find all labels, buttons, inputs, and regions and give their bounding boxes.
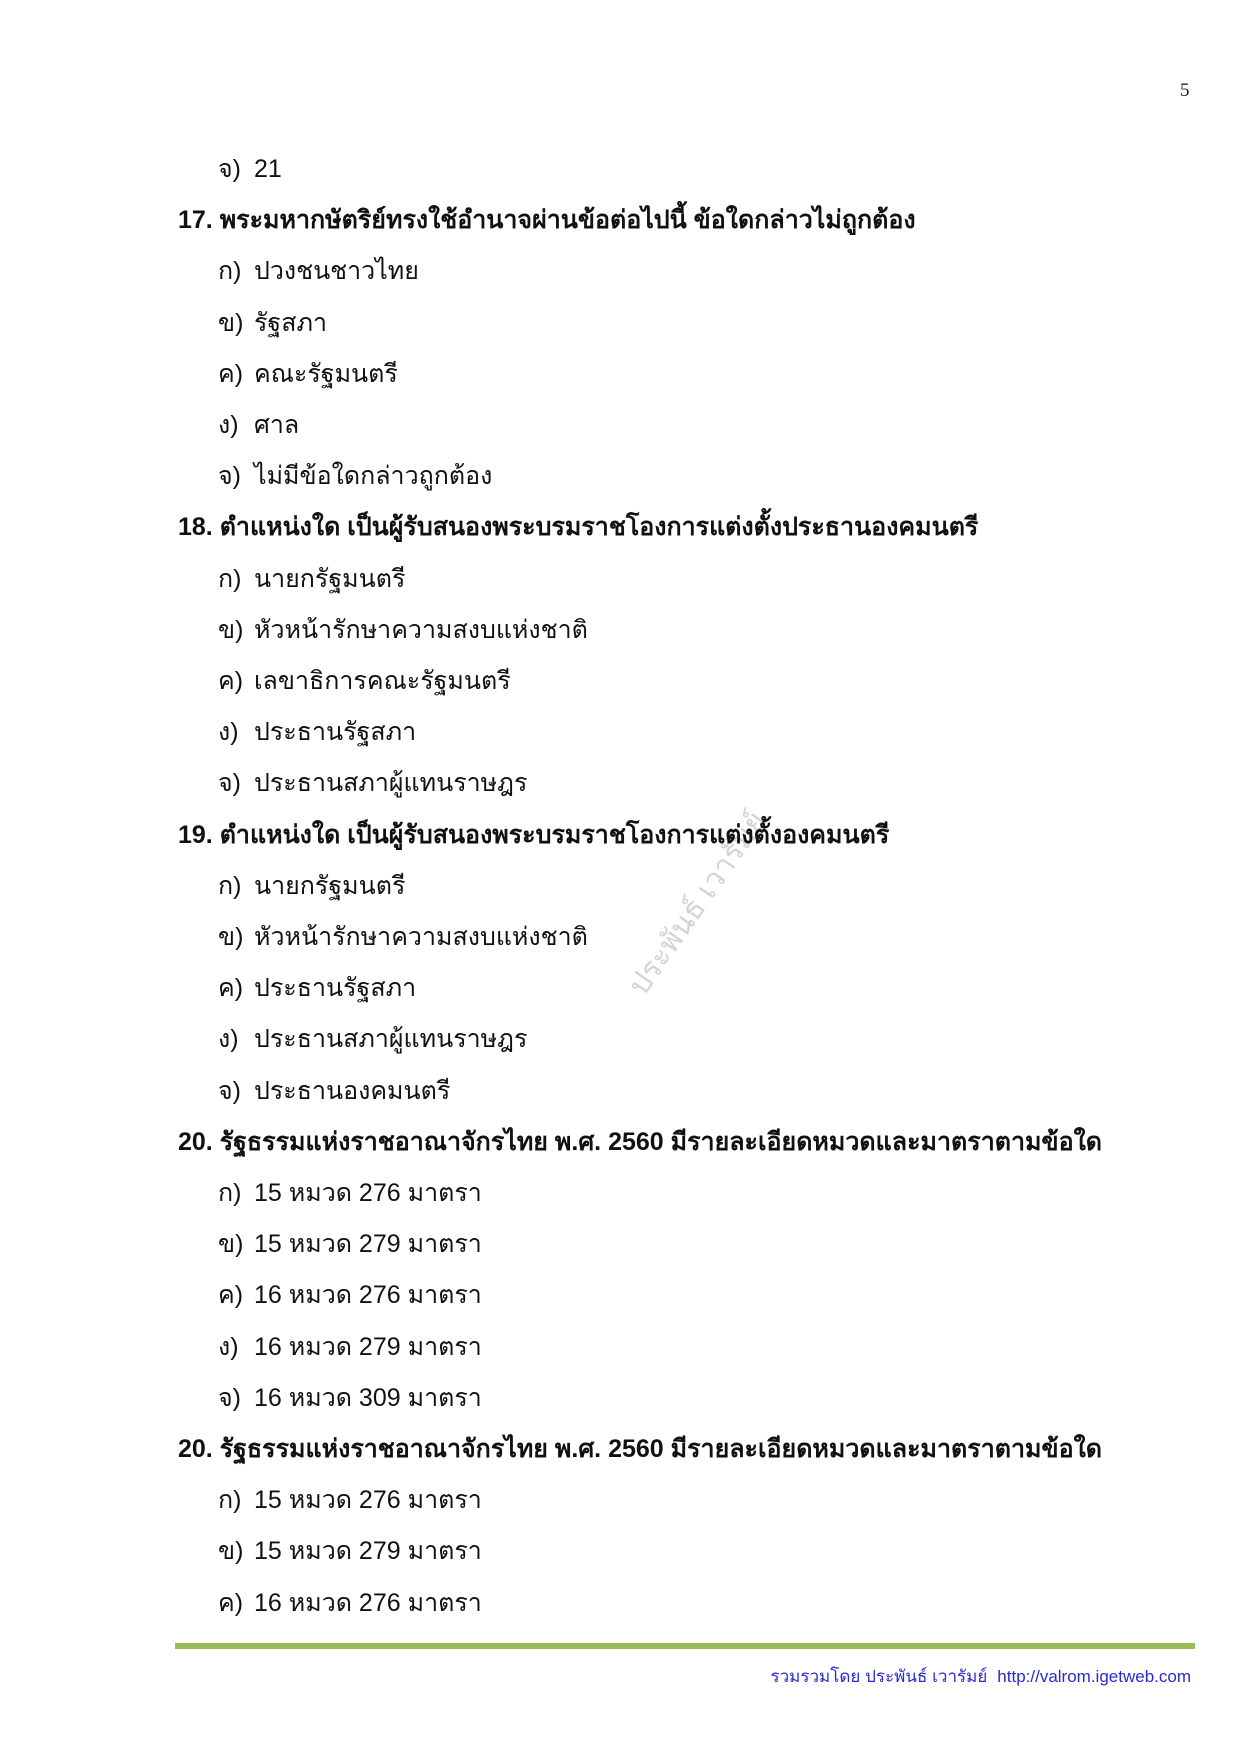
option-text: 15 หมวด 276 มาตรา xyxy=(254,1179,482,1207)
option-text: หัวหน้ารักษาความสงบแห่งชาติ xyxy=(254,615,588,644)
option-label: ค) xyxy=(218,1588,244,1617)
option-text: ประธานรัฐสภา xyxy=(254,974,417,1003)
question-text: 20. รัฐธรรมแห่งราชอาณาจักรไทย พ.ศ. 2560 มีรายละเอียดหมวดและมาตราตามข้อใด xyxy=(178,1435,1103,1463)
answer-option xyxy=(218,1280,482,1310)
option-text: 15 หมวด 279 มาตรา xyxy=(254,1537,482,1566)
option-text: ประธานรัฐสภา xyxy=(254,718,417,747)
answer-option xyxy=(218,1485,482,1515)
option-label: จ) xyxy=(218,155,241,183)
option-label: ก) xyxy=(218,257,242,286)
answer-option xyxy=(218,308,327,338)
option-label: ข) xyxy=(218,1230,244,1259)
option-label: ข) xyxy=(218,923,244,951)
option-label: ก) xyxy=(218,1486,242,1515)
question-text: 19. ตำแหน่งใด เป็นผู้รับสนองพระบรมราชโองการแต่งตั้งองคมนตรี xyxy=(178,820,890,849)
answer-option xyxy=(218,1076,450,1106)
option-text: หัวหน้ารักษาความสงบแห่งชาติ xyxy=(254,923,588,951)
option-label: ง) xyxy=(218,1025,239,1054)
footer-rule xyxy=(175,1643,1195,1649)
answer-option xyxy=(218,359,398,389)
question-text: 20. รัฐธรรมแห่งราชอาณาจักรไทย พ.ศ. 2560 มีรายละเอียดหมวดและมาตราตามข้อใด xyxy=(178,1127,1103,1156)
option-text: 16 หมวด 276 มาตรา xyxy=(254,1588,482,1617)
footer-url-link[interactable]: http://valrom.igetweb.com xyxy=(997,1667,1191,1686)
option-label: จ) xyxy=(218,1076,241,1105)
option-text: ศาล xyxy=(254,411,300,439)
option-label: ง) xyxy=(218,718,239,747)
option-label: ข) xyxy=(218,308,244,337)
option-label: ข) xyxy=(218,615,244,644)
answer-option xyxy=(218,564,405,594)
option-label: ค) xyxy=(218,974,244,1003)
option-label: ค) xyxy=(218,359,244,388)
answer-option xyxy=(218,1178,482,1208)
answer-option xyxy=(218,666,511,696)
option-text: 21 xyxy=(254,155,282,183)
option-text: 15 หมวด 276 มาตรา xyxy=(254,1486,482,1515)
option-text: ประธานสภาผู้แทนราษฎร xyxy=(254,1025,528,1054)
answer-option xyxy=(218,1383,482,1413)
option-text: นายกรัฐมนตรี xyxy=(254,871,406,900)
option-label: ข) xyxy=(218,1537,244,1566)
answer-option xyxy=(218,615,588,645)
footer-credit: รวมรวมโดย ประพันธ์ เวารัมย์ xyxy=(770,1667,988,1686)
answer-option xyxy=(218,1588,482,1618)
option-label: ก) xyxy=(218,1179,242,1207)
answer-option xyxy=(218,1332,482,1362)
watermark: ประพันธ์ เวารัมย์ xyxy=(622,805,774,1002)
option-text: 15 หมวด 279 มาตรา xyxy=(254,1230,482,1259)
option-text: 16 หมวด 279 มาตรา xyxy=(254,1332,482,1361)
option-text: 16 หมวด 309 มาตรา xyxy=(254,1383,482,1412)
option-text: ไม่มีข้อใดกล่าวถูกต้อง xyxy=(254,462,493,491)
option-label: ง) xyxy=(218,1332,239,1361)
option-text: รัฐสภา xyxy=(254,308,327,337)
option-label: ง) xyxy=(218,411,239,439)
option-text: คณะรัฐมนตรี xyxy=(254,359,398,388)
footer xyxy=(770,1663,1191,1690)
question-text: 17. พระมหากษัตริย์ทรงใช้อำนาจผ่านข้อต่อไปนี้ ข้อใดกล่าวไม่ถูกต้อง xyxy=(178,206,916,235)
option-text: 16 หมวด 276 มาตรา xyxy=(254,1281,482,1310)
answer-option xyxy=(218,717,416,747)
answer-option xyxy=(218,1536,482,1566)
answer-option xyxy=(218,461,492,491)
option-text: นายกรัฐมนตรี xyxy=(254,564,406,593)
answer-option xyxy=(218,922,588,952)
option-label: ก) xyxy=(218,871,242,900)
answer-option xyxy=(218,1229,482,1259)
option-label: จ) xyxy=(218,462,241,491)
option-label: ค) xyxy=(218,667,244,695)
answer-option xyxy=(218,871,405,901)
option-text: เลขาธิการคณะรัฐมนตรี xyxy=(254,667,511,695)
option-label: ค) xyxy=(218,1281,244,1310)
option-text: ปวงชนชาวไทย xyxy=(254,257,419,286)
option-label: ก) xyxy=(218,564,242,593)
option-label: จ) xyxy=(218,769,241,798)
answer-option xyxy=(218,154,282,184)
answer-option xyxy=(218,1024,527,1054)
answer-option xyxy=(218,768,527,798)
page-number: 5 xyxy=(1180,80,1190,101)
answer-option xyxy=(218,973,416,1003)
answer-option xyxy=(218,256,419,286)
option-text: ประธานสภาผู้แทนราษฎร xyxy=(254,769,528,798)
question-text: 18. ตำแหน่งใด เป็นผู้รับสนองพระบรมราชโองการแต่งตั้งประธานองคมนตรี xyxy=(178,513,979,542)
answer-option xyxy=(218,410,299,440)
option-label: จ) xyxy=(218,1383,241,1412)
option-text: ประธานองคมนตรี xyxy=(254,1076,451,1105)
